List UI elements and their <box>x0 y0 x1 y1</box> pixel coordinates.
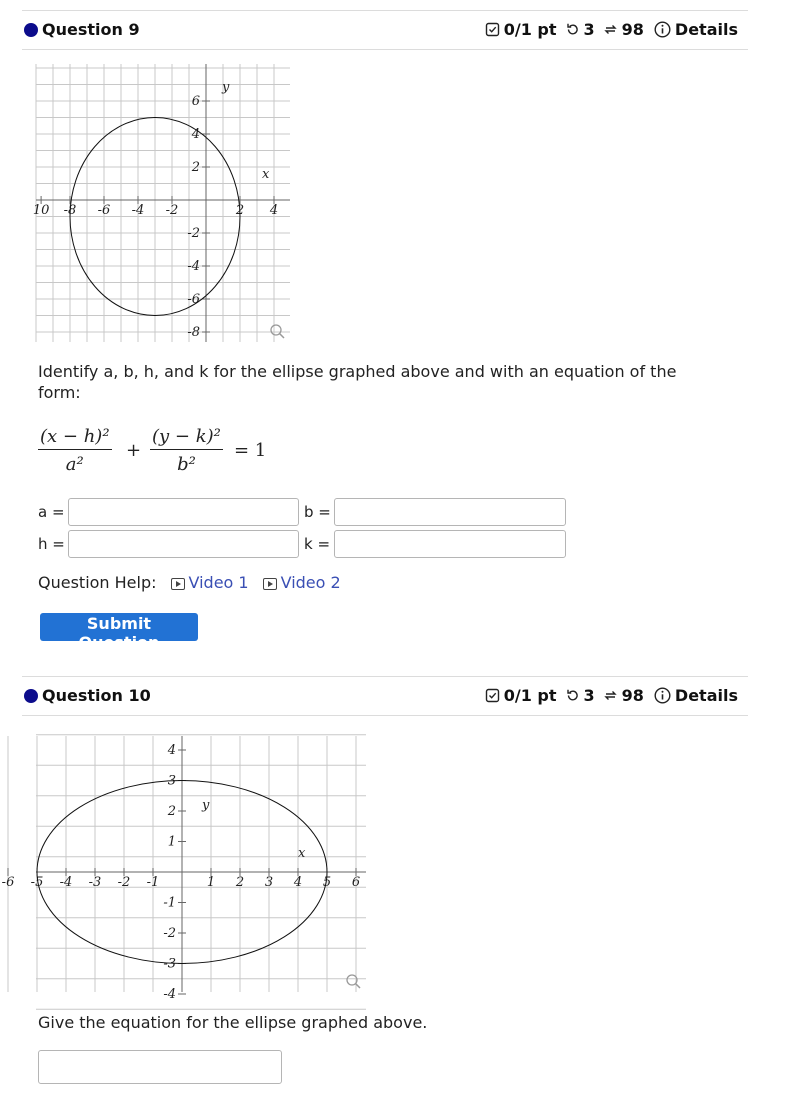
submit-question-button[interactable]: Submit Question <box>40 613 198 641</box>
formula-equals: = 1 <box>234 440 267 461</box>
question-10-graph <box>1 736 366 1002</box>
y-tick-label: 3 <box>167 773 176 789</box>
info-icon[interactable] <box>654 687 671 704</box>
checkbox-icon <box>485 22 500 37</box>
x-tick-label: 2 <box>235 875 245 890</box>
x-tick-label: -8 <box>63 203 77 218</box>
question-title: Question 9 <box>42 20 140 39</box>
k-input[interactable] <box>334 530 566 558</box>
x-tick-label: 3 <box>264 875 274 890</box>
retries-count: 3 <box>583 20 595 39</box>
video-icon <box>263 578 277 590</box>
x-tick-label: 10 <box>32 203 50 218</box>
h-input[interactable] <box>68 530 299 558</box>
a-input[interactable] <box>68 498 299 526</box>
x-tick-label: -3 <box>88 875 102 890</box>
y-tick-label: -4 <box>187 259 200 274</box>
y-tick-label: -8 <box>187 325 200 340</box>
x-tick-label: -6 <box>1 875 15 890</box>
video-2-link[interactable] <box>263 573 341 592</box>
attempts-icon <box>603 688 618 703</box>
formula-denominator-b: b² <box>177 454 196 475</box>
y-tick-label: 2 <box>167 804 176 819</box>
formula-plus: + <box>126 440 142 461</box>
attempts-count: 98 <box>621 20 644 39</box>
y-tick-label: 4 <box>191 127 200 142</box>
h-label: h = <box>38 535 65 553</box>
question-9-header <box>22 10 748 50</box>
y-tick-label: -6 <box>187 292 200 307</box>
score-text: 0/1 pt <box>503 20 557 39</box>
video-1-link[interactable] <box>171 573 249 592</box>
video-icon <box>171 578 185 590</box>
x-tick-label: -5 <box>30 875 44 890</box>
y-tick-label: -1 <box>163 895 176 911</box>
x-tick-label: -2 <box>165 203 179 218</box>
y-axis-label: y <box>202 798 210 813</box>
status-dot-icon <box>24 23 38 37</box>
formula-numerator-x: (x − h)² <box>38 426 112 450</box>
question-help-label: Question Help: <box>38 573 157 592</box>
b-input[interactable] <box>334 498 566 526</box>
retry-icon <box>565 688 580 703</box>
question-title: Question 10 <box>42 686 151 705</box>
b-label: b = <box>304 503 331 521</box>
y-tick-label: 4 <box>167 743 176 758</box>
question-prompt: Give the equation for the ellipse graphed above. <box>38 1013 428 1032</box>
attempts-count: 98 <box>621 686 644 705</box>
x-tick-label: 4 <box>269 203 279 218</box>
question-help <box>38 573 341 592</box>
equation-input[interactable] <box>38 1050 282 1084</box>
k-label: k = <box>304 535 331 553</box>
question-9-graph <box>32 64 290 346</box>
zoom-icon <box>280 334 285 339</box>
formula-denominator-a: a² <box>65 454 84 475</box>
ellipse-formula <box>38 420 298 480</box>
formula-numerator-y: (y − k)² <box>150 426 223 450</box>
info-icon[interactable] <box>654 21 671 38</box>
x-tick-label: -2 <box>117 875 131 890</box>
question-meta <box>485 686 738 705</box>
y-tick-label: -2 <box>187 226 200 241</box>
y-tick-label: 1 <box>167 834 176 850</box>
x-tick-label: -1 <box>146 875 160 890</box>
x-axis-label: x <box>262 167 270 182</box>
x-tick-label: -4 <box>59 875 73 890</box>
x-tick-label: 2 <box>235 203 245 218</box>
video-2-label: Video 2 <box>280 573 341 592</box>
a-label: a = <box>38 503 65 521</box>
score-text: 0/1 pt <box>503 686 557 705</box>
question-prompt: Identify a, b, h, and k for the ellipse graphed above and with an equation of the form: <box>38 362 677 402</box>
y-tick-label: 6 <box>191 94 200 109</box>
x-tick-label: -6 <box>97 203 111 218</box>
details-link[interactable]: Details <box>674 20 738 39</box>
video-1-label: Video 1 <box>188 573 249 592</box>
x-tick-label: 5 <box>322 875 332 890</box>
y-axis-label: y <box>222 80 230 95</box>
question-meta <box>485 20 738 39</box>
retries-count: 3 <box>583 686 595 705</box>
y-tick-label: -3 <box>163 956 176 972</box>
status-dot-icon <box>24 689 38 703</box>
retry-icon <box>565 22 580 37</box>
y-tick-label: -2 <box>163 926 176 941</box>
x-axis-label: x <box>298 846 306 861</box>
checkbox-icon <box>485 688 500 703</box>
x-tick-label: 1 <box>206 875 216 890</box>
x-tick-label: 4 <box>293 875 303 890</box>
y-tick-label: 2 <box>191 160 200 175</box>
x-tick-label: 6 <box>351 875 361 890</box>
question-10-header <box>22 676 748 716</box>
attempts-icon <box>603 22 618 37</box>
formula-fraction-x <box>38 426 112 475</box>
x-tick-label: -4 <box>131 203 145 218</box>
y-tick-label: -4 <box>163 987 176 1002</box>
formula-fraction-y <box>150 426 223 475</box>
details-link[interactable]: Details <box>674 686 738 705</box>
